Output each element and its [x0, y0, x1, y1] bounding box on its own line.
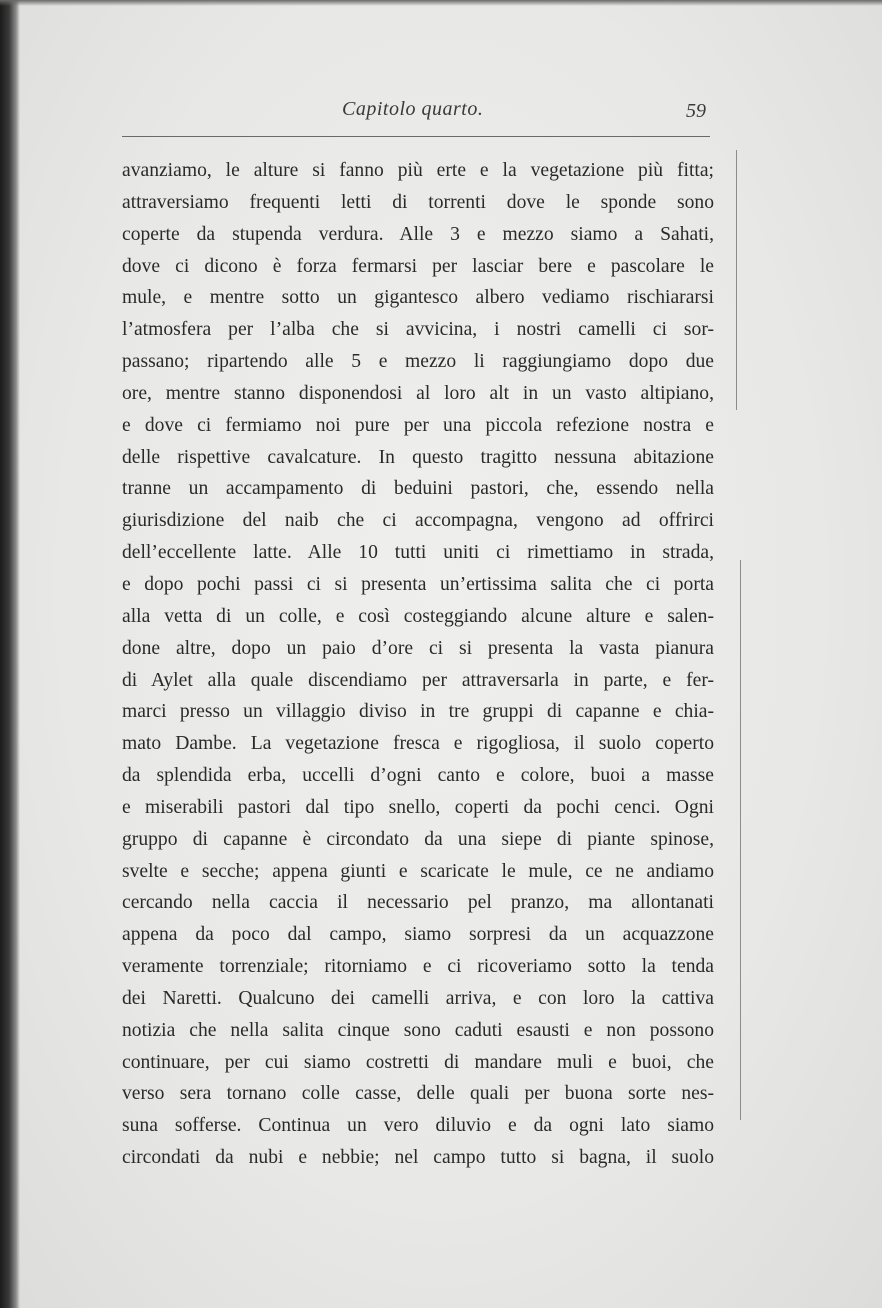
text-line: verso sera tornano colle casse, delle quali per buona sorte nes-: [122, 1083, 714, 1105]
text-line: giurisdizione del naib che ci accompagna, vengono ad offrirci: [122, 510, 714, 532]
body-text: [122, 155, 714, 1174]
running-header: [122, 98, 710, 128]
text-line: da splendida erba, uccelli d’ogni canto e colore, buoi a masse: [122, 765, 714, 787]
text-line: attraversiamo frequenti letti di torrenti dove le sponde sono: [122, 191, 714, 213]
text-line: done altre, dopo un paio d’ore ci si presenta la vasta pianura: [122, 637, 714, 659]
top-edge-shadow: [0, 0, 882, 6]
chapter-title: Capitolo quarto.: [342, 98, 484, 120]
text-line: e miserabili pastori dal tipo snello, coperti da pochi cenci. Ogni: [122, 796, 714, 818]
text-line: veramente torrenziale; ritorniamo e ci ricoveriamo sotto la tenda: [122, 956, 714, 978]
text-line: mato Dambe. La vegetazione fresca e rigogliosa, il suolo coperto: [122, 733, 714, 755]
text-line: mule, e mentre sotto un gigantesco albero vediamo rischiararsi: [122, 287, 714, 309]
text-line: dove ci dicono è forza fermarsi per lasciar bere e pascolare le: [122, 255, 714, 277]
text-line: gruppo di capanne è circondato da una siepe di piante spinose,: [122, 828, 714, 850]
text-line: coperte da stupenda verdura. Alle 3 e mezzo siamo a Sahati,: [122, 223, 714, 245]
text-line: e dove ci fermiamo noi pure per una piccola refezione nostra e: [122, 414, 714, 436]
text-line: passano; ripartendo alle 5 e mezzo li raggiungiamo dopo due: [122, 351, 714, 373]
text-line: delle rispettive cavalcature. In questo tragitto nessuna abitazione: [122, 446, 714, 468]
margin-mark: [740, 560, 741, 1120]
text-line: suna sofferse. Continua un vero diluvio e da ogni lato siamo: [122, 1115, 714, 1137]
page-number: 59: [686, 100, 706, 122]
text-line: ore, mentre stanno disponendosi al loro alt in un vasto altipiano,: [122, 382, 714, 404]
text-line: marci presso un villaggio diviso in tre gruppi di capanne e chia-: [122, 701, 714, 723]
text-line: di Aylet alla quale discendiamo per attraversarla in parte, e fer-: [122, 669, 714, 691]
text-line: tranne un accampamento di beduini pastori, che, essendo nella: [122, 478, 714, 500]
header-rule: [122, 136, 710, 137]
text-line: dell’eccellente latte. Alle 10 tutti uniti ci rimettiamo in strada,: [122, 542, 714, 564]
text-line: svelte e secche; appena giunti e scaricate le mule, ce ne andiamo: [122, 860, 714, 882]
text-line: dei Naretti. Qualcuno dei camelli arriva, e con loro la cattiva: [122, 987, 714, 1009]
text-line: appena da poco dal campo, siamo sorpresi da un acquazzone: [122, 924, 714, 946]
book-spine-shadow: [0, 0, 20, 1308]
text-line: notizia che nella salita cinque sono caduti esausti e non possono: [122, 1019, 714, 1041]
text-line: avanziamo, le alture si fanno più erte e la vegetazione più fitta;: [122, 160, 714, 181]
text-line: circondati da nubi e nebbie; nel campo tutto si bagna, il suolo: [122, 1147, 714, 1169]
text-line: l’atmosfera per l’alba che si avvicina, i nostri camelli ci sor-: [122, 319, 714, 341]
margin-mark: [736, 150, 737, 410]
text-line: cercando nella caccia il necessario pel pranzo, ma allontanati: [122, 892, 714, 914]
text-line: alla vetta di un colle, e così costeggiando alcune alture e salen-: [122, 605, 714, 627]
text-line: continuare, per cui siamo costretti di mandare muli e buoi, che: [122, 1051, 714, 1073]
text-line: e dopo pochi passi ci si presenta un’ertissima salita che ci porta: [122, 573, 714, 595]
